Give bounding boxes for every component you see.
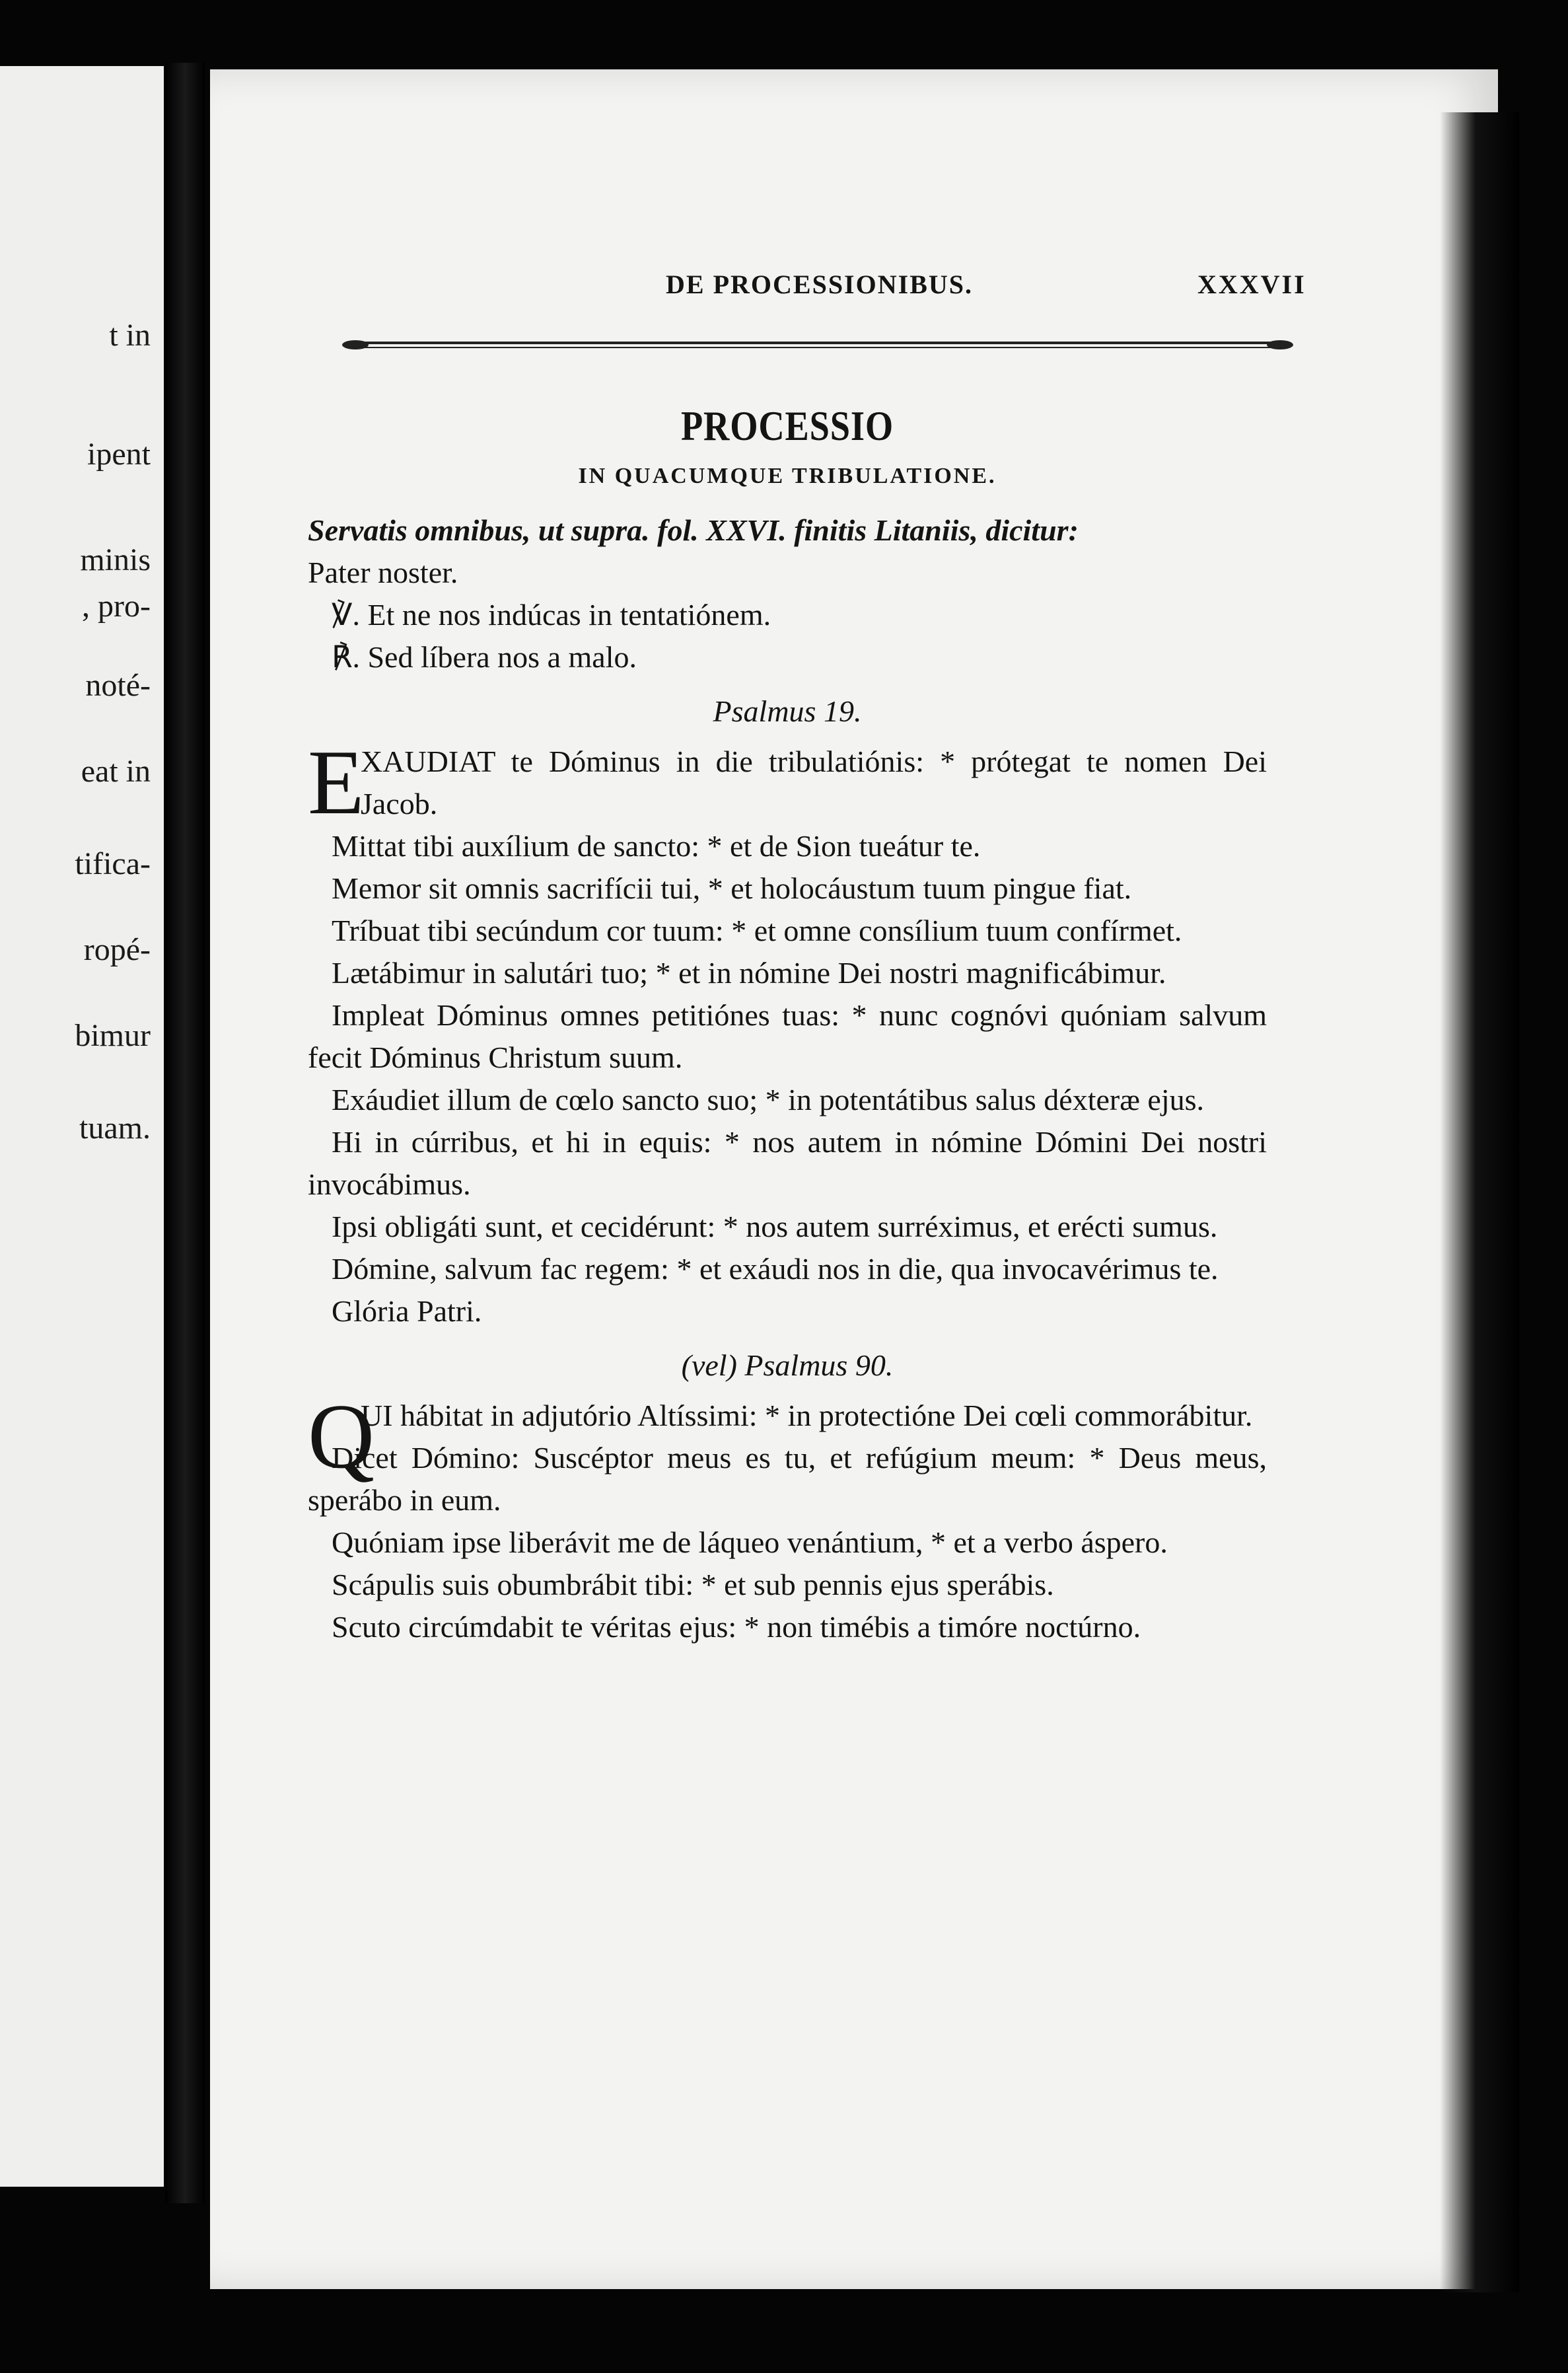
psalm-verse: Hi in cúrribus, et hi in equis: * nos autem in nómine Dómini Dei nostri invocábimus.	[308, 1125, 1267, 1201]
psalm-19-heading: Psalmus 19.	[713, 694, 862, 728]
pater-noster: Pater noster.	[308, 556, 458, 589]
response: ℟. Sed líbera nos a malo.	[332, 640, 637, 674]
psalm-verse: Impleat Dóminus omnes petitiónes tuas: * nunc cognóvi quóniam salvum fecit Dóminus Christum suum.	[308, 998, 1267, 1074]
left-page-fragment: tuam.	[79, 1111, 151, 1146]
book-page	[210, 69, 1498, 2289]
left-facing-page	[0, 66, 164, 2187]
psalm-verse: Ipsi obligáti sunt, et cecidérunt: * nos autem surréximus, et erécti sumus.	[332, 1210, 1218, 1243]
left-page-fragment: , pro-	[82, 589, 151, 624]
gloria-patri: Glória Patri.	[332, 1294, 482, 1328]
left-page-fragment: t in	[109, 318, 151, 353]
left-page-fragment: tifica-	[75, 846, 151, 881]
left-page-fragment: bimur	[75, 1018, 151, 1053]
psalm-verse: Exáudiet illum de cœlo sancto suo; * in potentátibus salus déxteræ ejus.	[332, 1083, 1204, 1116]
folio-number: XXXVII	[1197, 270, 1306, 299]
drop-cap: Q	[308, 1385, 375, 1488]
book-gutter	[165, 63, 205, 2203]
psalm-verse: Memor sit omnis sacrifícii tui, * et holocáustum tuum pingue fiat.	[332, 871, 1132, 905]
psalm-verse: Dicet Dómino: Suscéptor meus es tu, et refúgium meum: * Deus meus, sperábo in eum.	[308, 1441, 1267, 1517]
page-body	[308, 400, 1267, 1648]
left-page-fragment: eat in	[81, 754, 151, 789]
psalm-verse: Lætábimur in salutári tuo; * et in nómine Dei nostri magnificábimur.	[332, 956, 1166, 990]
psalm-90-first-verse: Q UI hábitat in adjutório Altíssimi: * in protectióne Dei cœli commorábitur.	[308, 1385, 1253, 1488]
page-header	[210, 269, 1498, 309]
psalm-verse: Quóniam ipse liberávit me de láqueo venántium, * et a verbo áspero.	[332, 1525, 1168, 1559]
page-title: PROCESSIO	[680, 402, 894, 449]
psalm-verse: Scuto circúmdabit te véritas ejus: * non timébis a timóre noctúrno.	[332, 1610, 1141, 1644]
psalm-90-heading: (vel) Psalmus 90.	[681, 1348, 894, 1382]
running-head: DE PROCESSIONIBUS.	[666, 270, 974, 299]
psalm-verse: Tríbuat tibi secúndum cor tuum: * et omne consílium tuum confírmet.	[332, 914, 1182, 947]
drop-cap: E	[308, 731, 365, 834]
left-page-fragment: minis	[80, 542, 151, 577]
page-subtitle: IN QUACUMQUE TRIBULATIONE.	[578, 464, 997, 488]
psalm-verse: Mittat tibi auxílium de sancto: * et de Sion tueátur te.	[332, 829, 981, 863]
psalm-verse: Dómine, salvum fac regem: * et exáudi nos in die, qua invocavérimus te.	[332, 1252, 1219, 1286]
left-page-fragment: ipent	[87, 437, 151, 472]
left-page-fragment: noté-	[85, 668, 151, 703]
psalm-19-first-verse: E XAUDIAT te Dóminus in die tribulatiónis: * prótegat te nomen Dei Jacob.	[308, 731, 1267, 834]
psalm-verse: Scápulis suis obumbrábit tibi: * et sub pennis ejus sperábis.	[332, 1568, 1054, 1601]
versicle: ℣. Et ne nos indúcas in tentatiónem.	[332, 598, 771, 632]
page-edge-shadow	[1440, 112, 1519, 2292]
ornamental-rule	[342, 340, 1293, 352]
rubric: Servatis omnibus, ut supra. fol. XXVI. finitis Litaniis, dicitur:	[308, 513, 1079, 547]
left-page-fragment: ropé-	[83, 932, 151, 967]
